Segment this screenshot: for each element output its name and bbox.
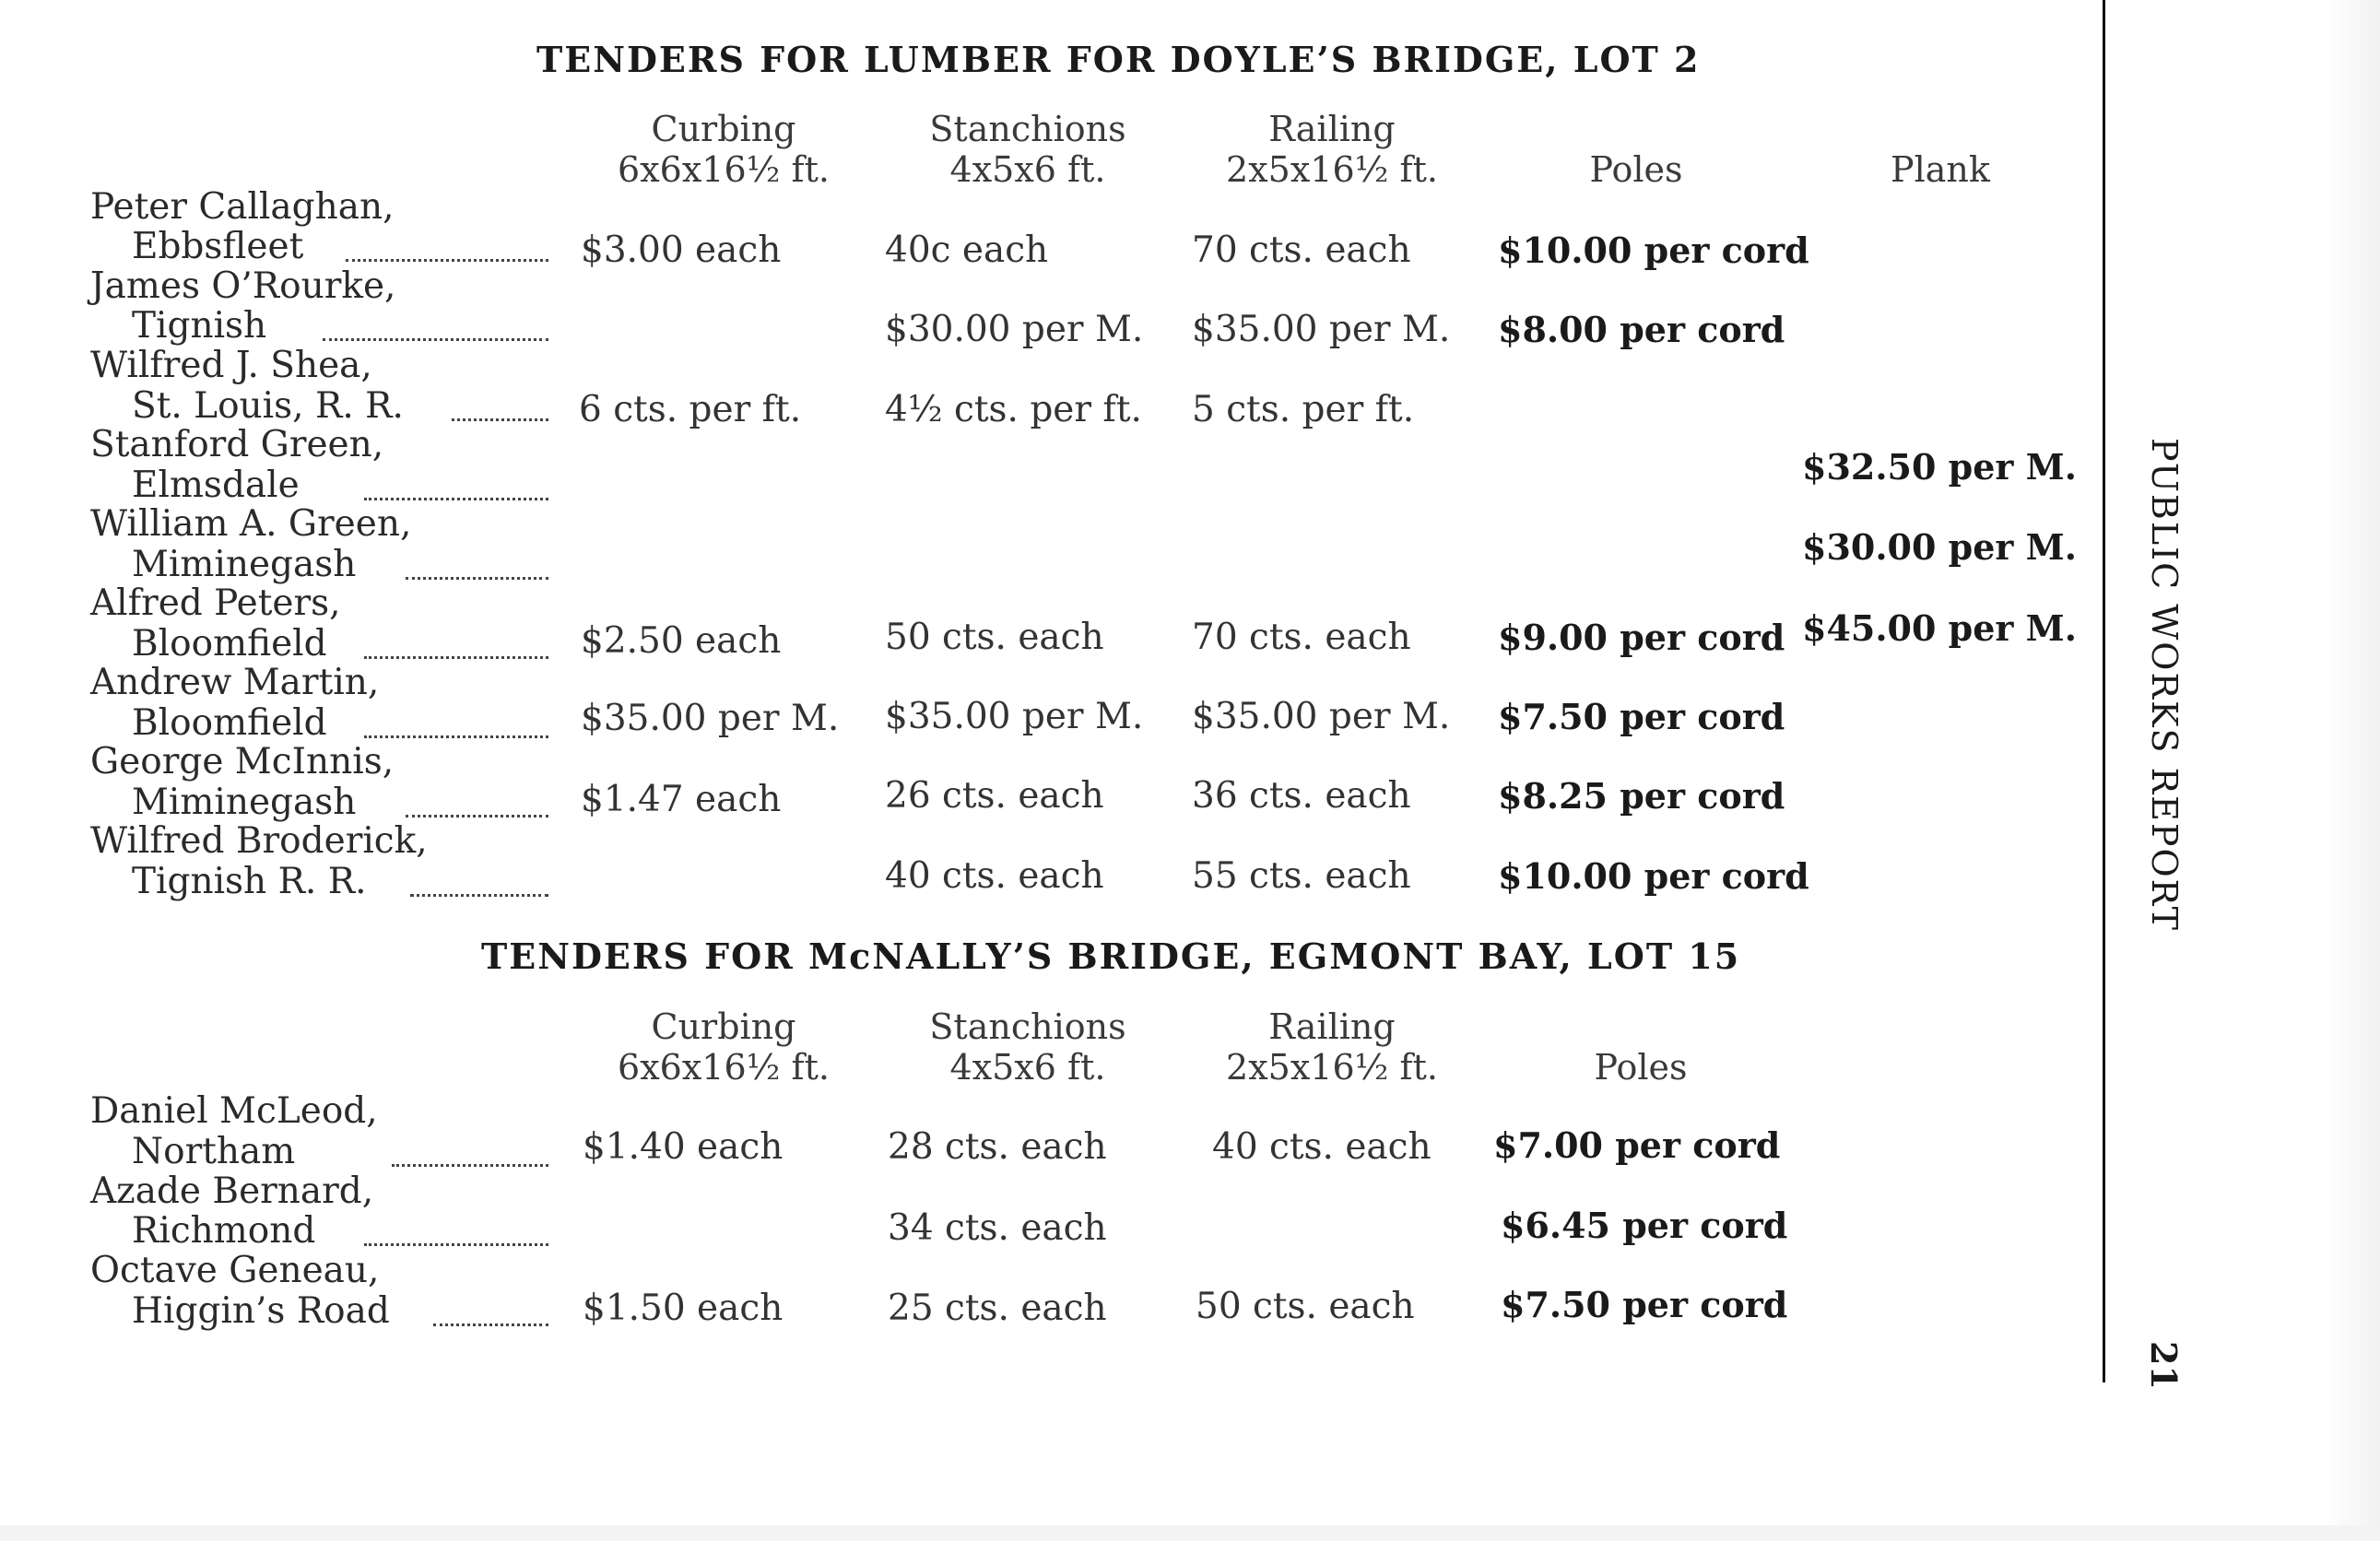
plank-price: $32.50 per M. (1802, 446, 2077, 488)
column-header-stanchions (894, 109, 1161, 190)
leader-dots (406, 577, 548, 580)
bidder-place: Bloomfield (132, 623, 327, 665)
railing-price: 40 cts. each (1212, 1126, 1432, 1168)
section-title-doyles-bridge: TENDERS FOR LUMBER FOR DOYLE’S BRIDGE, LOT 2 (536, 39, 1701, 80)
column-header-railing-size: 2x5x16½ ft. (1226, 149, 1438, 190)
bidder-place: Richmond (132, 1210, 316, 1252)
running-head-text: PUBLIC WORKS REPORT (2144, 438, 2185, 932)
bidder-place: St. Louis, R. R. (132, 385, 404, 427)
poles-price: $8.25 per cord (1498, 775, 1785, 817)
page-bottom-edge (0, 1525, 2380, 1541)
leader-dots (406, 815, 548, 818)
bidder-place: Miminegash (132, 782, 357, 823)
column-header-plank: Plank (1891, 149, 1990, 190)
stanchions-price: 40 cts. each (885, 855, 1104, 897)
stanchions-price: 34 cts. each (888, 1207, 1107, 1249)
leader-dots (392, 1164, 548, 1167)
column-header-poles: Poles (1594, 1047, 1688, 1088)
bidder-place: Elmsdale (132, 465, 300, 506)
poles-price: $7.00 per cord (1493, 1124, 1781, 1166)
curbing-price: $35.00 per M. (581, 698, 840, 739)
poles-price: $7.50 per cord (1501, 1284, 1788, 1325)
bidder-place: Higgin’s Road (132, 1290, 390, 1332)
leader-dots (433, 1323, 548, 1326)
leader-dots (452, 418, 548, 421)
column-header-curbing-name: Curbing (651, 1006, 796, 1047)
bidder-name: Peter Callaghan, (90, 186, 395, 228)
section-title-mcnallys-bridge: TENDERS FOR McNALLY’S BRIDGE, EGMONT BAY, LOT 15 (481, 935, 1741, 977)
stanchions-price: 26 cts. each (885, 775, 1104, 817)
poles-price: $10.00 per cord (1498, 855, 1809, 897)
railing-price: 55 cts. each (1192, 855, 1411, 897)
railing-price: $35.00 per M. (1192, 309, 1451, 350)
leader-dots (364, 1243, 548, 1246)
column-header-curbing (590, 109, 857, 190)
bidder-place: Northam (132, 1131, 296, 1172)
bidder-name: Azade Bernard, (90, 1170, 374, 1212)
stanchions-price: $35.00 per M. (885, 696, 1144, 737)
bidder-place: Ebbsfleet (132, 226, 304, 267)
column-header-railing (1198, 1006, 1466, 1088)
railing-price: 70 cts. each (1192, 229, 1411, 271)
poles-price: $7.50 per cord (1498, 696, 1785, 737)
bidder-name: Octave Geneau, (90, 1250, 380, 1291)
curbing-price: $2.50 each (581, 620, 782, 662)
column-header-railing-size: 2x5x16½ ft. (1226, 1047, 1438, 1088)
running-head (2138, 438, 2194, 954)
bidder-place: Miminegash (132, 544, 357, 585)
column-header-railing-name: Railing (1268, 1006, 1396, 1047)
leader-dots (364, 656, 548, 659)
column-header-stanchions (894, 1006, 1161, 1088)
bidder-name: Andrew Martin, (90, 662, 380, 703)
leader-dots (346, 259, 548, 262)
curbing-price: $1.50 each (583, 1288, 784, 1329)
bidder-name: William A. Green, (90, 503, 412, 545)
column-header-stanchions-size: 4x5x6 ft. (949, 149, 1106, 190)
stanchions-price: 50 cts. each (885, 617, 1104, 658)
stanchions-price: 4½ cts. per ft. (885, 389, 1142, 430)
column-header-curbing-name: Curbing (651, 109, 796, 149)
column-header-railing-name: Railing (1268, 109, 1396, 149)
column-header-poles: Poles (1589, 149, 1683, 190)
leader-dots (364, 498, 548, 500)
bidder-name: Stanford Green, (90, 424, 384, 465)
poles-price: $8.00 per cord (1498, 309, 1785, 350)
stanchions-price: $30.00 per M. (885, 309, 1144, 350)
stanchions-price: 40c each (885, 229, 1049, 271)
bidder-name: Alfred Peters, (90, 582, 341, 624)
bidder-place: Tignish R. R. (132, 861, 367, 902)
bidder-name: Daniel McLeod, (90, 1090, 378, 1132)
margin-rule (2103, 0, 2105, 1382)
bidder-name: James O’Rourke, (90, 265, 396, 307)
leader-dots (410, 894, 548, 897)
railing-price: $35.00 per M. (1192, 696, 1451, 737)
page-number-text: 21 (2143, 1341, 2185, 1390)
bidder-place: Bloomfield (132, 702, 327, 744)
railing-price: 70 cts. each (1192, 617, 1411, 658)
bidder-name: Wilfred Broderick, (90, 820, 428, 862)
plank-price: $45.00 per M. (1802, 607, 2077, 649)
railing-price: 5 cts. per ft. (1192, 389, 1415, 430)
bidder-name: George McInnis, (90, 741, 395, 782)
column-header-stanchions-size: 4x5x6 ft. (949, 1047, 1106, 1088)
poles-price: $10.00 per cord (1498, 229, 1809, 271)
curbing-price: $1.47 each (581, 779, 782, 820)
stanchions-price: 25 cts. each (888, 1288, 1107, 1329)
curbing-price: $1.40 each (583, 1126, 784, 1168)
leader-dots (364, 735, 548, 738)
poles-price: $9.00 per cord (1498, 617, 1785, 658)
plank-price: $30.00 per M. (1802, 526, 2077, 568)
bidder-place: Tignish (132, 305, 267, 347)
column-header-stanchions-name: Stanchions (929, 109, 1126, 149)
leader-dots (323, 338, 548, 341)
poles-price: $6.45 per cord (1501, 1205, 1788, 1246)
column-header-curbing-size: 6x6x16½ ft. (618, 149, 830, 190)
column-header-curbing (590, 1006, 857, 1088)
stanchions-price: 28 cts. each (888, 1126, 1107, 1168)
curbing-price: 6 cts. per ft. (579, 389, 802, 430)
page-edge-shadow (2323, 0, 2380, 1541)
curbing-price: $3.00 each (581, 229, 782, 271)
railing-price: 50 cts. each (1196, 1286, 1415, 1327)
bidder-name: Wilfred J. Shea, (90, 345, 372, 386)
column-header-stanchions-name: Stanchions (929, 1006, 1126, 1047)
page-number (2138, 1341, 2194, 1396)
column-header-curbing-size: 6x6x16½ ft. (618, 1047, 830, 1088)
column-header-railing (1198, 109, 1466, 190)
railing-price: 36 cts. each (1192, 775, 1411, 817)
